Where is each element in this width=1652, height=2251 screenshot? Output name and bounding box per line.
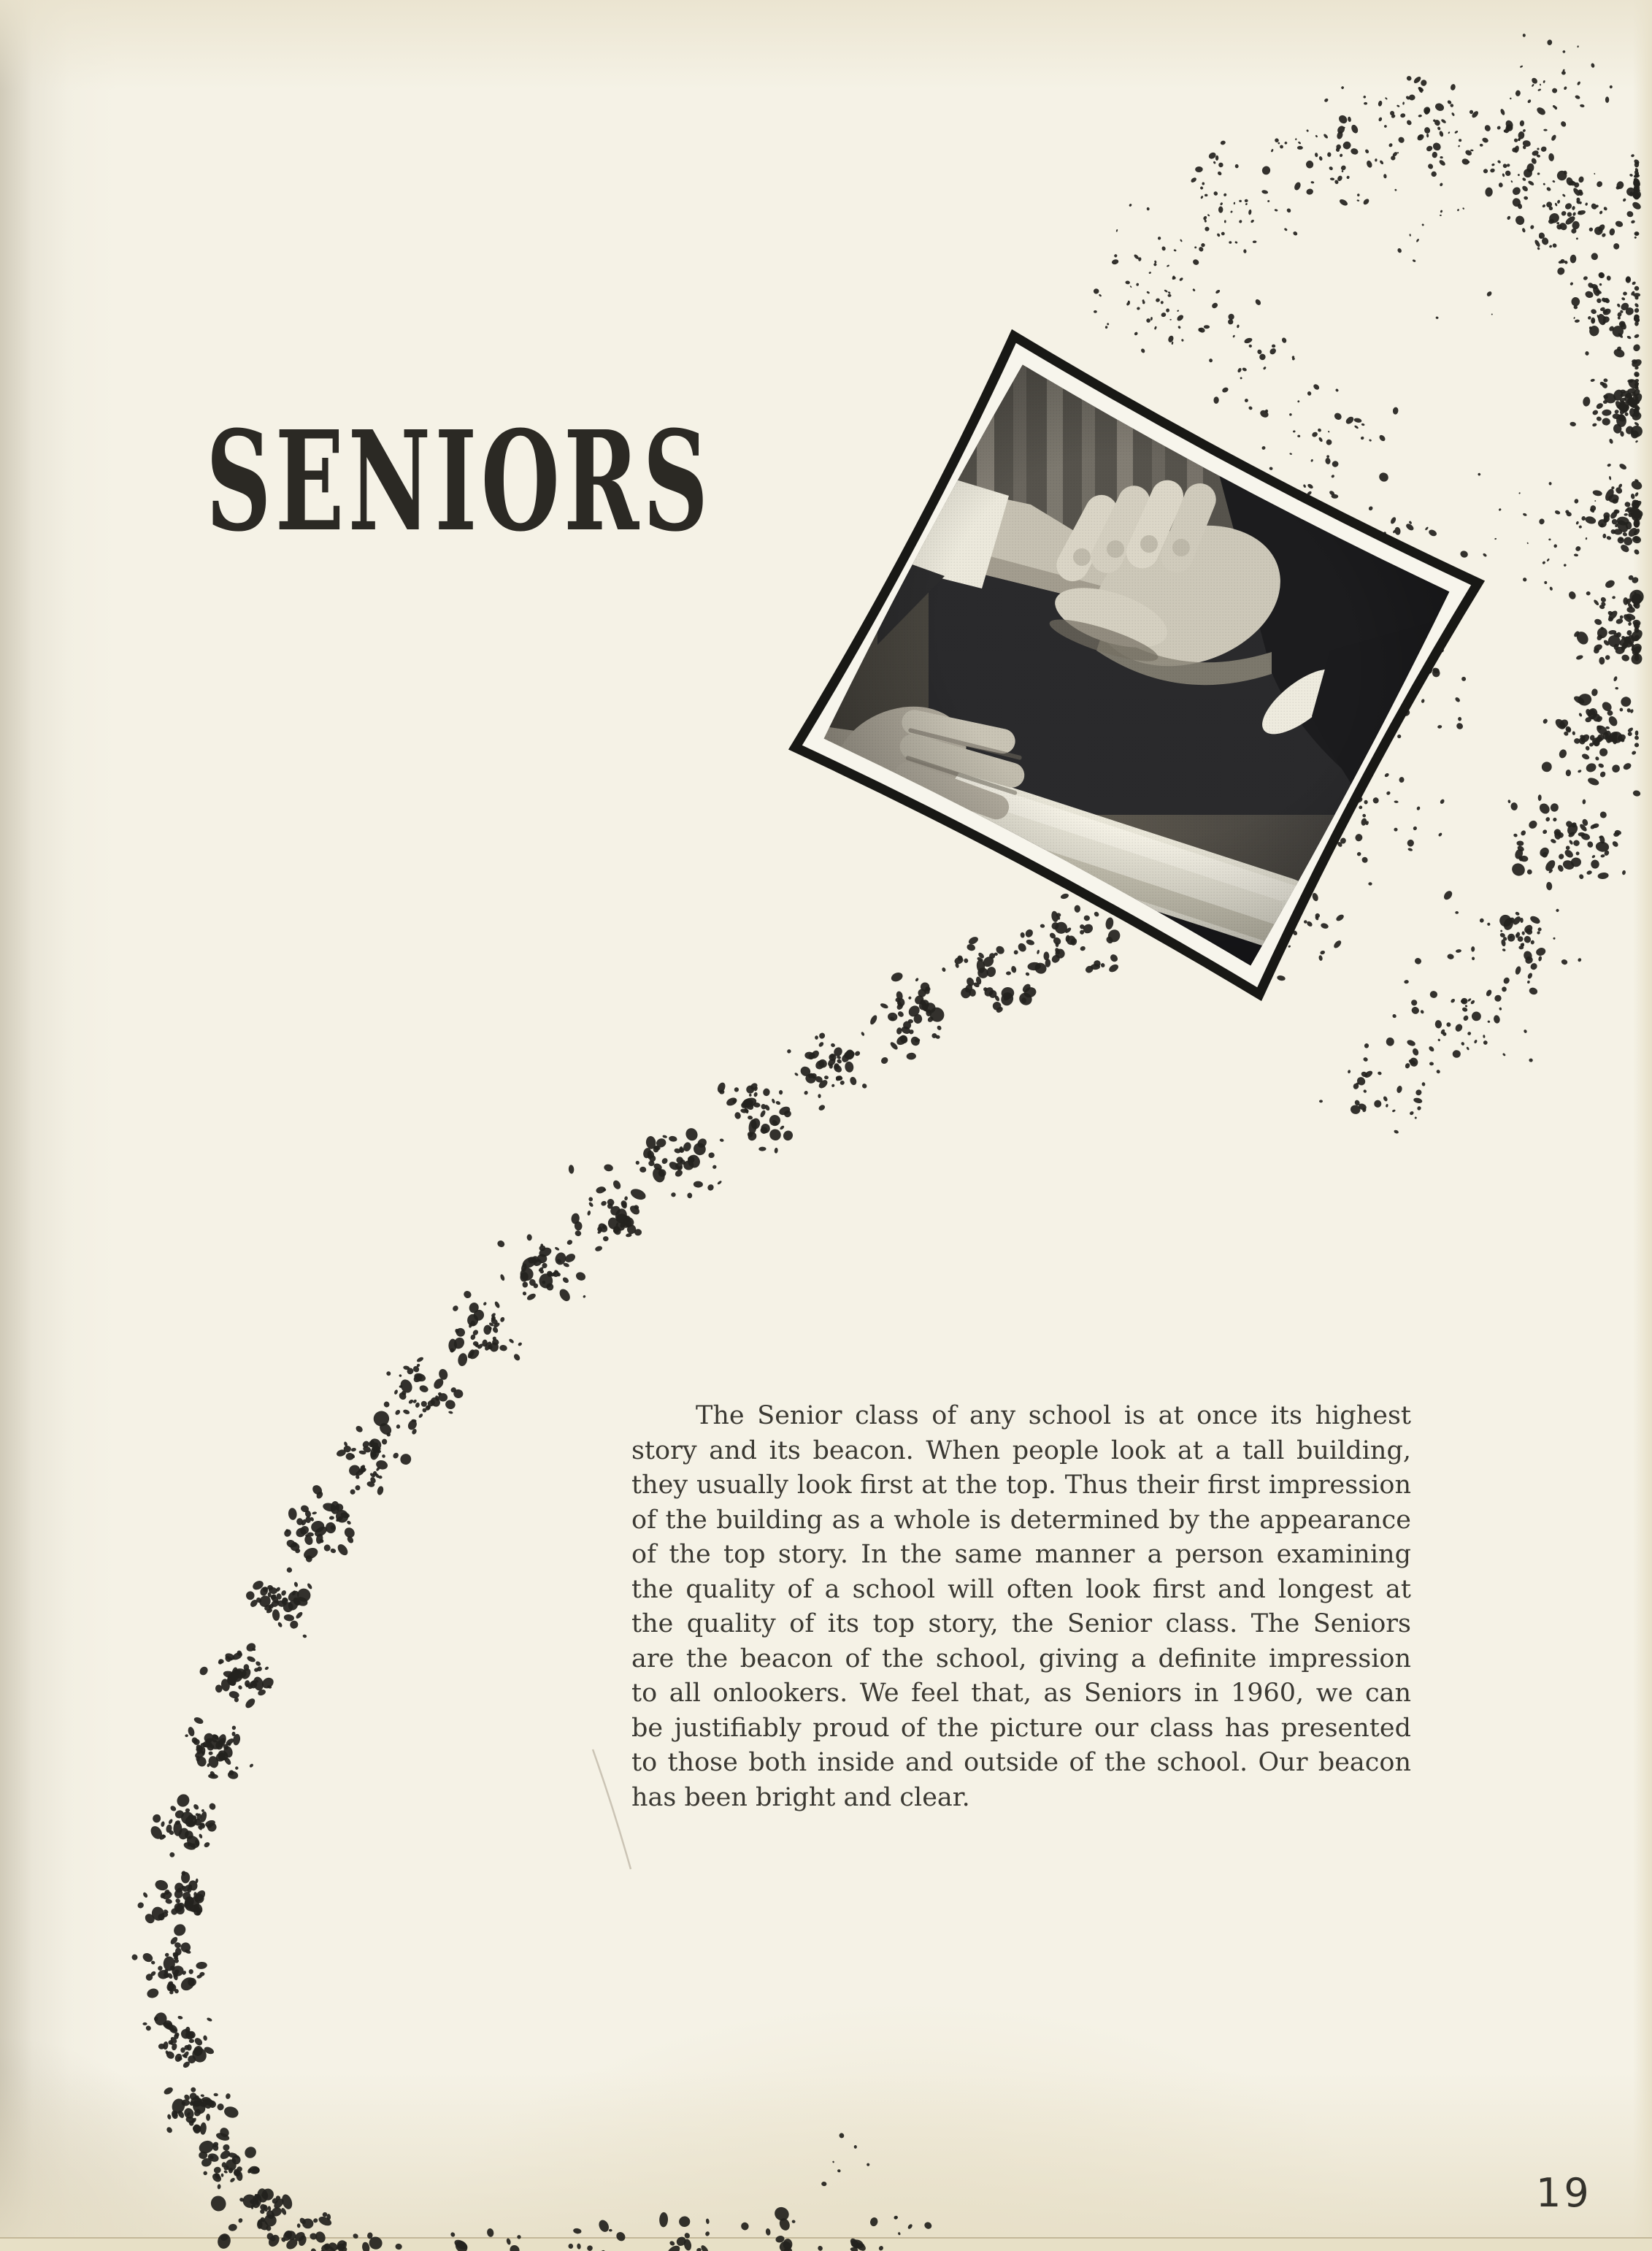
photo-image: [302, 0, 1652, 1584]
body-paragraph: [631, 1399, 1411, 1815]
body-line: to those both inside and outside of the school. Our beacon: [631, 1748, 1411, 1777]
handshake-photo-frame: [775, 311, 1499, 1019]
body-line: of the building as a whole is determined by the appearance: [631, 1505, 1411, 1535]
spray-dots: [131, 34, 1645, 2251]
body-line: has been bright and clear.: [631, 1782, 970, 1812]
body-line: to all onlookers. We feel that, as Seniors in 1960, we can: [631, 1679, 1411, 1708]
body-line: story and its beacon. When people look at a tall building,: [631, 1435, 1411, 1465]
page-number: 19: [1536, 2170, 1592, 2216]
page-title: SENIORS: [206, 401, 712, 562]
paper-scratch-mark: [593, 1749, 631, 1869]
body-line: the quality of a school will often look first and longest at: [631, 1574, 1411, 1604]
handshake-photo: [775, 311, 1499, 1019]
body-line: of the top story. In the same manner a person examining: [631, 1540, 1411, 1569]
body-line: are the beacon of the school, giving a definite impression: [631, 1644, 1411, 1673]
body-line: be justifiably proud of the picture our class has presented: [631, 1713, 1411, 1743]
page-bottom-edge: [0, 2237, 1652, 2251]
body-line: they usually look first at the top. Thus their first impression: [631, 1470, 1411, 1500]
body-line: The Senior class of any school is at once its highest: [696, 1401, 1411, 1430]
body-line: the quality of its top story, the Senior class. The Seniors: [631, 1609, 1411, 1638]
